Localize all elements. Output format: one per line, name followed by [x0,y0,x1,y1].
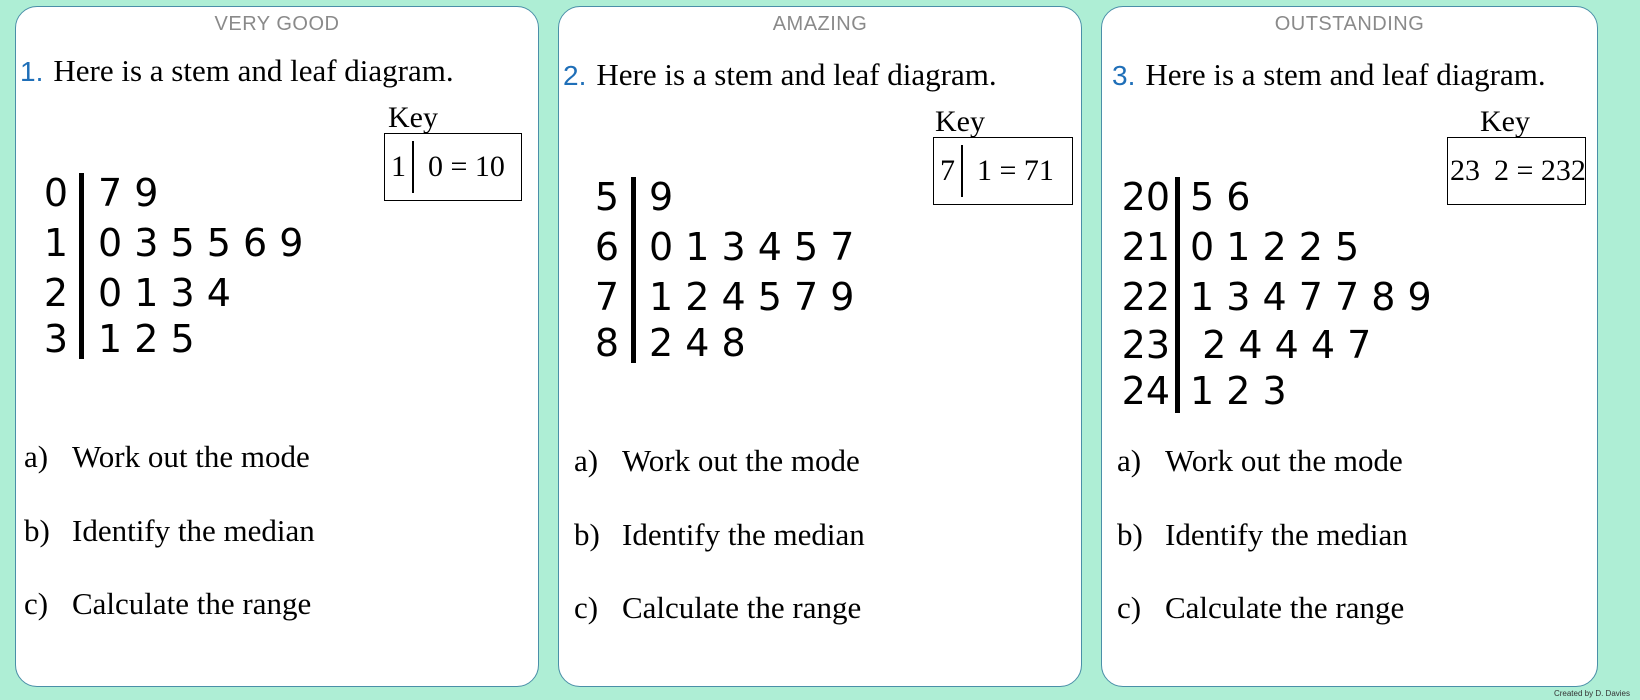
stem-leaf-row [16,167,159,219]
leaf-values: 1 2 5 [98,317,195,361]
question-part-a [1117,443,1403,479]
stem-leaf-row [16,217,304,269]
key-label: Key [1480,105,1530,138]
key-label: Key [935,105,985,138]
stem-leaf-row [1102,365,1287,417]
key-stem: 1 [391,150,406,183]
key-value: 1 = 71 [977,154,1054,187]
leaf-values: 7 9 [98,171,159,215]
leaf-values: 1 2 3 [1190,369,1287,413]
leaf-values: 2 4 4 4 7 [1190,323,1372,367]
question-part-letter: a) [24,439,49,474]
stem-value: 6 [594,225,619,269]
stem-value: 3 [43,317,68,361]
stem-value: 8 [594,321,619,365]
question-number: 3. [1112,60,1136,91]
difficulty-label: AMAZING [772,13,868,35]
question-part-letter: b) [24,513,50,548]
leaf-values: 0 1 3 4 5 7 [649,225,855,269]
leaf-values: 1 2 4 5 7 9 [649,275,855,319]
stem-leaf-row [16,267,231,319]
question-part-text: Work out the mode [622,443,860,478]
question-part-letter: c) [24,586,49,621]
stem-leaf-row [559,221,855,273]
stem-value: 2 [43,271,68,315]
question-part-letter: b) [1117,517,1143,552]
stem-leaf-divider [631,177,636,363]
stem-leaf-row [1102,171,1251,223]
question-part-a [24,439,310,475]
stem-value: 1 [43,221,68,265]
question-heading-text: Here is a stem and leaf diagram. [1145,57,1546,92]
question-part-text: Calculate the range [72,586,312,621]
difficulty-label: OUTSTANDING [1274,13,1425,35]
question-part-b [24,513,315,549]
question-part-a [574,443,860,479]
stem-leaf-row [1102,221,1360,273]
stem-value: 20 [1121,175,1170,219]
stem-leaf-row [559,271,855,323]
question-part-c [574,590,861,626]
question-number: 1. [20,56,44,87]
question-part-letter: c) [574,590,599,625]
stem-leaf-divider [79,173,84,359]
question-heading-text: Here is a stem and leaf diagram. [53,53,454,88]
author-credit: Created by D. Davies [1553,689,1630,698]
leaf-values: 0 1 3 4 [98,271,231,315]
card-amazing [558,6,1082,687]
key-value: 2 = 232 [1494,154,1586,187]
stem-leaf-row [559,317,746,369]
stem-value: 5 [594,175,619,219]
key-label: Key [388,101,438,134]
leaf-values: 0 1 2 2 5 [1190,225,1360,269]
card-very-good [15,6,539,687]
stem-value: 7 [594,275,619,319]
stem-leaf-row [1102,271,1432,323]
key-value: 0 = 10 [428,150,505,183]
leaf-values: 1 3 4 7 7 8 9 [1190,275,1432,319]
stem-value: 0 [43,171,68,215]
question-part-text: Calculate the range [622,590,862,625]
key-stem: 7 [940,154,955,187]
stem-value: 21 [1121,225,1170,269]
question-heading-text: Here is a stem and leaf diagram. [596,57,997,92]
question-part-letter: a) [574,443,599,478]
key-stem: 23 [1450,154,1480,187]
question-part-text: Work out the mode [72,439,310,474]
stem-leaf-row [559,171,674,223]
leaf-values: 0 3 5 5 6 9 [98,221,304,265]
question-part-text: Identify the median [72,513,315,548]
question-part-b [574,517,865,553]
key-box [384,133,522,201]
question-part-c [24,586,311,622]
stem-value: 24 [1121,369,1170,413]
question-heading [563,57,997,93]
leaf-values: 5 6 [1190,175,1251,219]
question-part-text: Calculate the range [1165,590,1405,625]
stem-value: 23 [1121,323,1170,367]
question-heading [20,53,454,89]
card-outstanding [1101,6,1598,687]
question-part-text: Identify the median [1165,517,1408,552]
stem-leaf-row [16,313,195,365]
question-part-letter: b) [574,517,600,552]
question-heading [1112,57,1546,93]
key-box [1447,137,1586,205]
question-part-text: Work out the mode [1165,443,1403,478]
question-part-letter: c) [1117,590,1142,625]
question-part-b [1117,517,1408,553]
question-part-c [1117,590,1404,626]
question-number: 2. [563,60,587,91]
leaf-values: 9 [649,175,674,219]
key-box [933,137,1073,205]
stem-leaf-row [1102,319,1372,371]
question-part-text: Identify the median [622,517,865,552]
stem-value: 22 [1121,275,1170,319]
difficulty-label: VERY GOOD [214,13,340,35]
stem-leaf-divider [1175,177,1180,413]
leaf-values: 2 4 8 [649,321,746,365]
question-part-letter: a) [1117,443,1142,478]
